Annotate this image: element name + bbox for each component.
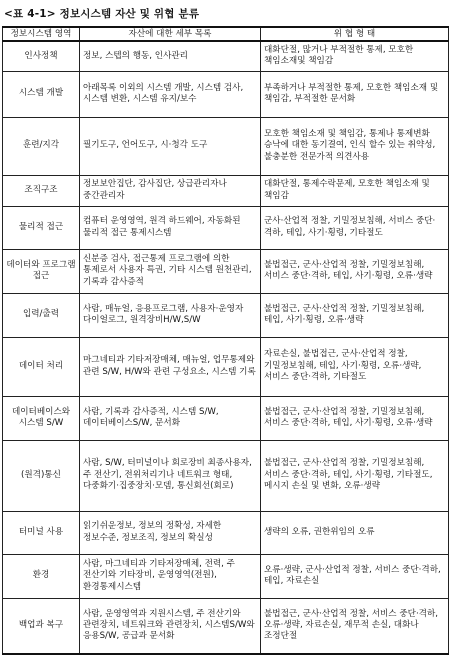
threats-cell: 군사·산업적 정찰, 기밀정보침해, 서비스 중단·격하, 테입, 사기·횡령, 기타절도 (261, 206, 449, 249)
assets-cell: 사람, S/W, 터미널이나 회로장비 최종사용자, 주 전산기, 전위처리기나 네트워크 형태, 다중화기·집중장치·모뎀, 통신회선(회로) (80, 440, 261, 511)
area-cell: 시스템 개발 (3, 71, 80, 117)
area-cell: 터미널 사용 (3, 511, 80, 554)
table-row (3, 41, 449, 71)
area-cell: 데이터 처리 (3, 337, 80, 396)
area-cell: 백업과 복구 (3, 598, 80, 654)
threats-cell: 생략의 오류, 권한위임의 오류 (261, 511, 449, 554)
assets-cell: 신분증 검사, 접근통제 프로그램에 의한 통제로서 사용자 특권, 기타 시스템 원천관리, 기록과 감사증적 (80, 249, 261, 293)
threats-cell: 불법접근, 군사·산업적 정찰, 기밀정보침해, 테입, 사기·횡령, 오류·생략 (261, 293, 449, 337)
assets-cell: 컴퓨터 운영영역, 원격 하드웨어, 자동화된 물리적 접근 통제시스템 (80, 206, 261, 249)
threats-cell: 모호한 책임소재 및 책임감, 통제나 통제변화 승낙에 대한 동기결여, 인식 할수 있는 취약성, 불충분한 전문가적 의견사용 (261, 117, 449, 175)
table-row (3, 175, 449, 206)
header-area: 정보시스템 영역 (3, 27, 80, 41)
assets-cell: 정보보안집단, 감사집단, 상급관리자나 중간관리자 (80, 175, 261, 206)
assets-cell: 필기도구, 언어도구, 시·청각 도구 (80, 117, 261, 175)
table-row (3, 554, 449, 598)
assets-cell: 사람, 기록과 감사증적, 시스템 S/W, 데이터베이스S/W, 문서화 (80, 396, 261, 440)
table-row (3, 598, 449, 654)
area-cell: 인사정책 (3, 41, 80, 71)
assets-cell: 마그네티과 기타저장매체, 매뉴얼, 업무통제와 관련 S/W, H/W와 관련 구성요소, 시스템 기록 (80, 337, 261, 396)
table-row (3, 396, 449, 440)
area-cell: 데이터와 프로그램 접근 (3, 249, 80, 293)
area-cell: 환경 (3, 554, 80, 598)
header-assets: 자산에 대한 세부 목록 (80, 27, 261, 41)
threats-cell: 불법접근, 군사·산업적 정찰, 서비스 중단·격하, 오류·생략, 자료손실, 재무적 손실, 대화나 조정단절 (261, 598, 449, 654)
table-caption: <표 4-1> 정보시스템 자산 및 위협 분류 (4, 8, 200, 20)
header-threats: 위 협 형 태 (261, 27, 449, 41)
assets-cell: 읽기쉬운정보, 정보의 정확성, 자세한 정보수준, 정보조직, 정보의 확실성 (80, 511, 261, 554)
threats-cell: 대화단절, 많거나 부적절한 통제, 모호한 책임소재및 책임감 (261, 41, 449, 71)
table-row (3, 117, 449, 175)
table-row (3, 71, 449, 117)
threats-cell: 불법접근, 군사·산업적 정찰, 기밀정보침해, 서비스 중단·격하, 테입, 사기·횡령, 기타절도, 메시지 손실 및 변화, 오류·생략 (261, 440, 449, 511)
assets-cell: 사람, 운영영역과 지원시스템, 주 전산기와 관련장치, 네트워크와 관련장치, 시스템S/W와 응용S/W, 공급과 문서화 (80, 598, 261, 654)
assets-cell: 사람, 마그네티과 기타저장매체, 전력, 주 전산기와 기타장비, 운영영역(전원), 환경통제시스템 (80, 554, 261, 598)
area-cell: 물리적 접근 (3, 206, 80, 249)
area-cell: 데이터베이스와 시스템 S/W (3, 396, 80, 440)
threats-cell: 불법접근, 군사·산업적 정찰, 기밀정보침해, 서비스 중단·격하, 테입, 사기·횡령, 오류·생략 (261, 396, 449, 440)
assets-cell: 아래목록 이외의 시스템 개발, 시스템 검사, 시스템 변환, 시스템 유지/보수 (80, 71, 261, 117)
table-row (3, 337, 449, 396)
area-cell: 훈련/지각 (3, 117, 80, 175)
area-cell: (원격)통신 (3, 440, 80, 511)
table-row (3, 293, 449, 337)
table-row (3, 511, 449, 554)
table-row (3, 249, 449, 293)
area-cell: 입력/출력 (3, 293, 80, 337)
threats-cell: 불법접근, 군사·산업적 정찰, 기밀정보침해, 서비스 중단·격하, 테입, 사기·횡령, 오류·생략 (261, 249, 449, 293)
assets-cell: 사람, 매뉴얼, 응용프로그램, 사용자·운영자 다이얼로그, 원격장비H/W,S/W (80, 293, 261, 337)
threats-cell: 대화단절, 통제수락문제, 모호한 책임소재 및 책임감 (261, 175, 449, 206)
table-header-row (3, 27, 449, 41)
area-cell: 조직구조 (3, 175, 80, 206)
table-row (3, 206, 449, 249)
assets-cell: 정보, 스텝의 행동, 인사관리 (80, 41, 261, 71)
threats-cell: 오류·생략, 군사·산업적 정찰, 서비스 중단·격하, 테입, 자료손실 (261, 554, 449, 598)
asset-threat-table (2, 26, 449, 655)
threats-cell: 부족하거나 부적절한 통제, 모호한 책임소재 및 책임감, 부적절한 문서화 (261, 71, 449, 117)
table-row (3, 440, 449, 511)
threats-cell: 자료손실, 불법접근, 군사·산업적 정찰, 기밀정보침해, 테입, 사기·횡령, 오류·생략, 서비스 중단·격하, 기타절도 (261, 337, 449, 396)
